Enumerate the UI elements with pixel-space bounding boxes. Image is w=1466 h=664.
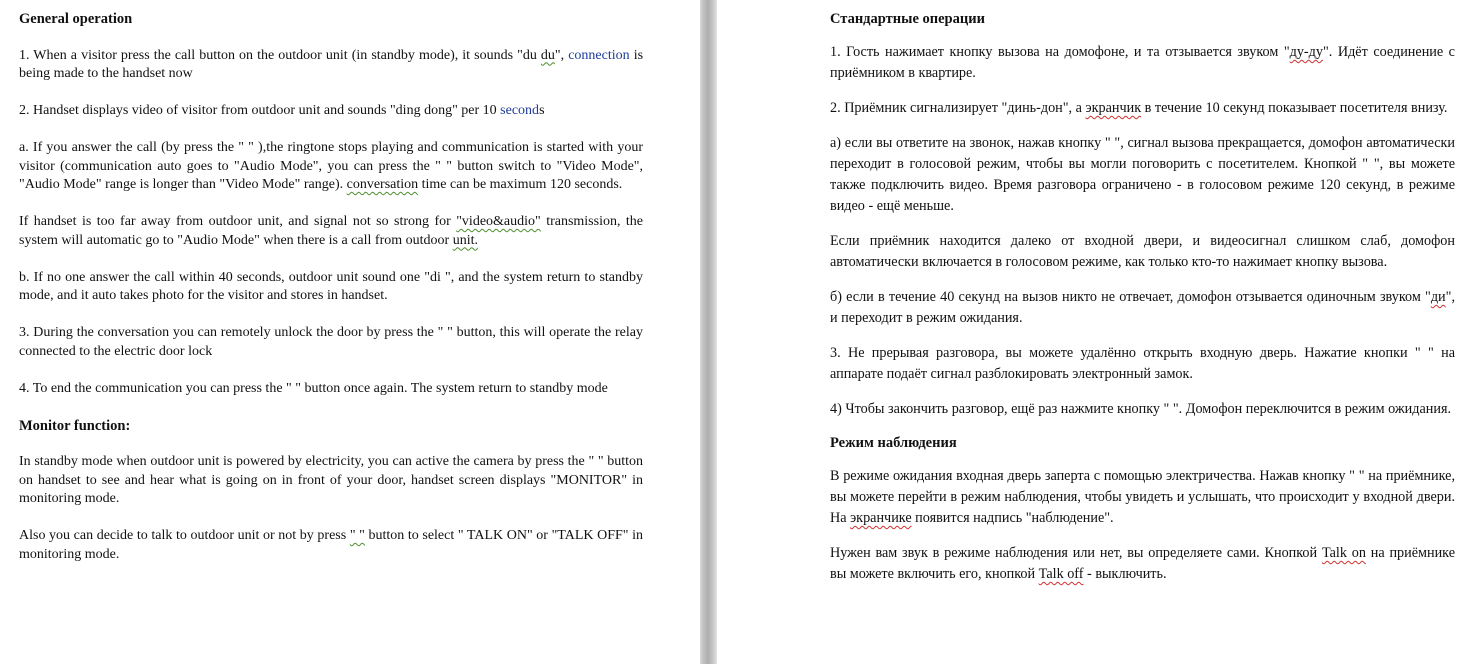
step-3-paragraph: 3. During the conversation you can remotely unlock the door by press the " " button, this will operate the relay connected to the electric door lock [19, 325, 643, 359]
general-operation-heading: General operation [19, 11, 133, 27]
ru-step-1-paragraph: 1. Гость нажимает кнопку вызова на домофоне, и та отзывается звуком "ду-ду". Идёт соединение с приёмником в квартире. [830, 44, 1455, 81]
step-b-paragraph: b. If no one answer the call within 40 seconds, outdoor unit sound one "di ", and the system return to standby mode, and it auto takes photo for the visitor and stores in handset. [19, 269, 643, 303]
step-4-paragraph: 4. To end the communication you can press the " " button once again. The system return to standby mode [19, 380, 608, 396]
weak-signal-paragraph: If handset is too far away from outdoor unit, and signal not so strong for "video&audio" transmission, the system will automatic go to "Audio Mode" when there is a call from outdoor unit. [19, 214, 644, 248]
monitor-paragraph-2: Also you can decide to talk to outdoor unit or not by press " " button to select " TALK ON" or "TALK OFF" in monitoring mode. [19, 528, 644, 562]
step-a-paragraph: a. If you answer the call (by press the " " ),the ringtone stops playing and communication is started with your visitor (communication auto goes to "Audio Mode", you can press the " " button switch to "Video Mode", "Audio Mode" range is longer than "Video Mode" range). conversation time can be maximum 120 seconds. [19, 140, 643, 192]
right-document-page [717, 0, 1466, 664]
unit-word: unit. [452, 232, 478, 248]
right-text-column [830, 10, 1455, 585]
ru-monitor-paragraph-2: Нужен вам звук в режиме наблюдения или нет, вы определяете сами. Кнопкой Talk on на приёмнике вы можете включить его, кнопкой Talk off - выключить. [830, 545, 1456, 582]
du-du-word: ду-ду [1289, 44, 1323, 60]
ru-step-3-paragraph: 3. Не прерывая разговора, вы можете удалённо открыть входную дверь. Нажатие кнопки " " на аппарате подаёт сигнал разблокировать электронный замок. [830, 345, 1455, 382]
di-word: ди [1430, 289, 1446, 305]
step-2-paragraph: 2. Handset displays video of visitor from outdoor unit and sounds "ding dong" per 10 seconds [19, 103, 545, 118]
talk-on-word: Talk on [1321, 545, 1366, 561]
monitor-paragraph-1: In standby mode when outdoor unit is powered by electricity, you can active the camera by press the " " button on handset to see and hear what is going on in front of your door, handset screen displays "MONITOR" in monitoring mode. [19, 454, 643, 506]
talk-off-word: Talk off [1038, 566, 1084, 582]
quote-button-word: " " [349, 528, 365, 543]
ru-weak-signal-paragraph: Если приёмник находится далеко от входной двери, и видеосигнал слишком слаб, домофон автоматически включается в голосовом режиме, как только кто-то нажимает кнопку вызова. [830, 233, 1455, 270]
monitor-mode-heading: Режим наблюдения [830, 435, 957, 451]
ru-monitor-paragraph-1: В режиме ожидания входная дверь заперта с помощью электричества. Нажав кнопку " " на приёмнике, вы можете перейти в режим наблюдения, чтобы увидеть и услышать, что происходит у входной двери. На экранчике появится надпись "наблюдение". [830, 468, 1455, 526]
step-1-paragraph: 1. When a visitor press the call button on the outdoor unit (in standby mode), it sounds "du du", connection is being made to the handset now [19, 47, 644, 81]
ru-step-b-paragraph: б) если в течение 40 секунд на вызов никто не отвечает, домофон отзывается одиночным звуком "ди", и переходит в режим ожидания. [830, 289, 1455, 326]
monitor-function-heading: Monitor function: [19, 417, 131, 434]
ekranchik-word: экранчик [1085, 100, 1142, 116]
ru-step-4-paragraph: 4) Чтобы закончить разговор, ещё раз нажмите кнопку " ". Домофон переключится в режим ожидания. [830, 401, 1452, 417]
ekranchike-word: экранчике [850, 510, 912, 526]
page-gutter [700, 0, 717, 664]
standard-operations-heading: Стандартные операции [830, 11, 985, 27]
conversation-word: conversation [346, 177, 419, 192]
video-audio-word: "video&audio" [456, 214, 541, 229]
ru-step-2-paragraph: 2. Приёмник сигнализирует "динь-дон", а экранчик в течение 10 секунд показывает посетителя внизу. [830, 100, 1448, 116]
second-word: second [500, 103, 540, 118]
du-word: du [540, 47, 555, 63]
left-text-column [19, 10, 643, 564]
connection-word: connection [568, 47, 630, 63]
left-document-page [0, 0, 700, 664]
ru-step-a-paragraph: а) если вы ответите на звонок, нажав кнопку " ", сигнал вызова прекращается, домофон автоматически переходит в голосовой режим, чтобы вы могли поговорить с посетителем. Кнопкой " ", вы можете также подключить видео. Время разговора ограничено - в голосовом режиме 120 секунд, в режиме видео - ещё меньше. [830, 135, 1455, 214]
